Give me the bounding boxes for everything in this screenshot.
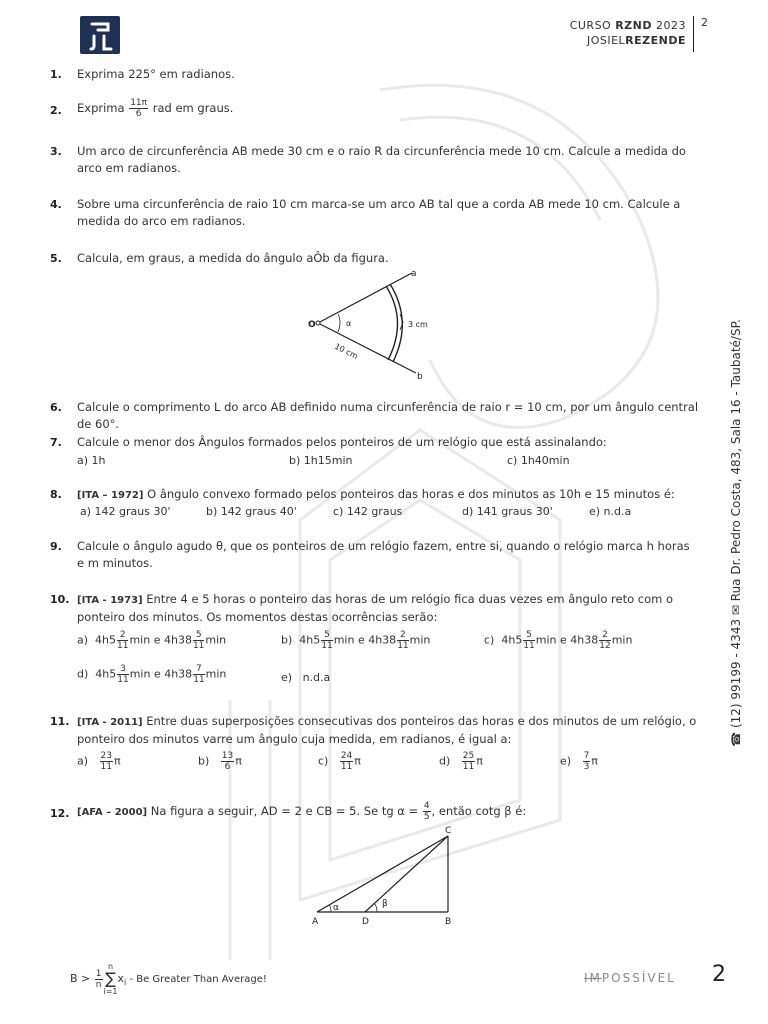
label-a: a [411,269,417,279]
fraction [583,751,591,772]
summation [104,962,118,996]
fraction [193,630,204,651]
option-part: 4h5 [299,633,321,647]
fraction-numerator: 2 [117,630,128,641]
option-label: b) [281,633,293,647]
option-label: d) [439,754,451,768]
sigma-icon: ∑ [105,969,116,988]
question-number: 1. [50,68,62,81]
fraction [117,664,128,685]
footer-formula [70,962,267,996]
question-9 [50,538,700,572]
question-10 [50,591,700,626]
question-12 [50,801,700,822]
option-part: 4h5 [95,633,117,647]
question-text-post: rad em graus. [149,101,234,115]
question-number: 5. [50,252,62,265]
fraction [221,751,234,772]
label-c: C [445,826,452,836]
label-radius: 10 cm [333,341,360,362]
fraction [423,801,431,822]
fraction [117,630,128,651]
course-name: RZND [615,19,652,32]
option-part: min e 4h38 [129,667,193,681]
question-number: 2. [50,104,62,117]
label-b: B [445,917,452,927]
question-text [77,801,700,822]
fraction-denominator: 5 [423,812,430,822]
option-label: b) [198,754,210,768]
fraction-denominator: 11 [340,762,353,772]
question-number: 9. [50,540,62,553]
option-label: c) [484,633,495,647]
q10-option-d [77,664,226,685]
fraction-numerator: 2 [397,630,408,641]
question-2 [50,98,700,119]
question-number: 10. [50,593,70,606]
label-alpha: α [346,319,352,328]
fraction-numerator: 3 [117,664,128,675]
fraction [129,98,148,119]
figure-triangle [305,822,465,930]
fraction [95,969,103,990]
option-part: n.d.a [302,671,331,684]
q11-option-b [198,751,242,772]
fraction [340,751,353,772]
q7-option-c: c) 1h40min [507,454,570,467]
question-5 [50,250,700,267]
option-part: min [205,633,227,647]
header-page-number: 2 [701,16,708,29]
label-d: D [362,917,369,927]
question-text: Calcule o comprimento L do arco AB definido numa circunferência de raio r = 10 cm, por um ângulo central de 60°. [77,400,699,431]
question-number: 4. [50,198,62,211]
fraction-denominator: 11 [117,675,129,685]
q11-option-a [77,751,121,772]
label-o: O [308,320,316,330]
contact-info: ☎ (12) 99199 - 4343 ✉ Rua Dr. Pedro Costa, 483, Sala 16 - Taubaté/SP. [729,319,743,747]
question-tag: [ITA - 2011] [77,717,143,728]
fraction-numerator: 11π [130,98,148,108]
footer-page-number: 2 [712,962,726,987]
label-a: A [312,917,319,927]
option-part: min e 4h38 [535,633,599,647]
option-symbol: π [235,754,242,768]
sum-subscript: i [124,978,127,988]
question-1 [50,66,700,83]
fraction-denominator: 11 [100,762,112,772]
footer-slogan: - Be Greater Than Average! [126,974,267,985]
question-text: Calcule o menor dos Ângulos formados pelos ponteiros de um relógio que está assinalando: [77,435,607,449]
option-label: a) [77,633,89,647]
fraction [397,630,408,651]
label-beta: β [382,899,388,909]
question-body: Entre 4 e 5 horas o ponteiro das horas de um relógio fica duas vezes em ângulo reto com o ponteiro dos minutos. Os momentos destas ocorrências serão: [77,592,674,624]
fraction-numerator: 5 [321,630,332,641]
footer-brand [584,971,676,985]
question-body: Entre duas superposições consecutivas dos ponteiros das horas e dos minutos de um relógio, o ponteiro dos minutos varre um ângulo cuja medida, em radianos, é igual a: [77,714,697,746]
fraction [523,630,534,651]
q10-option-b [281,630,430,651]
question-text: Calcule o ângulo agudo θ, que os ponteiros de um relógio fazem, entre si, quando o relógio marca h horas e m minutos. [77,539,690,570]
question-6 [50,399,700,433]
question-tag: [AFA – 2000] [77,807,148,818]
course-prefix: CURSO [569,19,616,32]
sum-variable: x [117,972,125,985]
question-4 [50,196,700,230]
label-b: b [417,372,423,382]
question-body: O ângulo convexo formado pelos ponteiros das horas e dos minutos as 10h e 15 minutos é: [143,487,675,501]
q8-option-e: e) n.d.a [589,505,632,518]
option-symbol: π [354,754,361,768]
sidebar-contact [726,300,743,770]
option-part: 4h5 [501,633,523,647]
question-number: 8. [50,488,62,501]
question-text: Calcula, em graus, a medida do ângulo aÔb da figura. [77,251,389,265]
fraction-denominator: 11 [117,641,129,651]
option-part: min e 4h38 [333,633,397,647]
question-text [77,486,700,504]
fraction-numerator: 13 [221,751,234,761]
option-symbol: π [114,754,121,768]
fraction-numerator: 1 [95,968,102,979]
figure-angle-arc [300,266,450,382]
question-8 [50,486,700,504]
q7-option-b: b) 1h15min [289,454,353,467]
q8-option-b: b) 142 graus 40' [206,505,297,518]
fraction-numerator: 7 [583,751,590,761]
q10-option-e [281,671,330,684]
option-label: d) [77,667,89,681]
option-label: e) [281,671,293,684]
fraction-numerator: 24 [340,751,353,761]
fraction [193,664,204,685]
option-label: c) [318,754,329,768]
question-number: 12. [50,807,70,820]
question-7 [50,434,700,451]
fraction-denominator: 11 [193,675,205,685]
q11-option-e [560,751,598,772]
question-number: 6. [50,401,62,414]
brand-strike: IM [584,971,602,985]
fraction-denominator: 11 [321,641,333,651]
option-part: min [611,633,633,647]
option-part: min e 4h38 [129,633,192,647]
question-number: 7. [50,436,62,449]
fraction [100,751,113,772]
question-text [77,713,700,748]
label-arc-length: 3 cm [408,320,428,329]
fraction-denominator: 11 [397,641,409,651]
header-divider [693,16,694,52]
q8-option-a: a) 142 graus 30' [80,505,171,518]
question-3 [50,143,700,177]
question-number: 3. [50,145,62,158]
header-course-info [570,18,686,48]
option-part: min [205,667,227,681]
question-body: Na figura a seguir, AD = 2 e CB = 5. Se tg α = [147,804,422,818]
fraction [599,630,610,651]
fraction-denominator: 6 [224,762,231,772]
fraction-numerator: 5 [523,630,534,641]
question-text [77,591,700,626]
fraction [462,751,475,772]
fraction-denominator: 6 [135,109,142,119]
option-part: 4h5 [95,667,117,681]
question-text: Exprima 225° em radianos. [77,67,235,81]
author-last: REZENDE [625,34,686,47]
fraction [321,630,332,651]
question-11 [50,713,700,748]
formula-left: B > [70,972,91,985]
q8-option-c: c) 142 graus [333,505,403,518]
sum-lower: i=1 [103,987,118,996]
option-label: a) [77,754,89,768]
q7-option-a: a) 1h [77,454,106,467]
fraction-numerator: 25 [462,751,475,761]
question-tag: [ITA - 1973] [77,595,143,606]
question-tag: [ITA – 1972] [77,490,144,501]
question-number: 11. [50,715,70,728]
question-text [77,98,700,119]
sum-upper: n [107,962,114,971]
q11-option-c [318,751,361,772]
fraction-denominator: n [95,979,102,990]
q10-option-c [484,630,632,651]
brand-rest: POSSÍVEL [601,971,676,985]
question-text: Sobre uma circunferência de raio 10 cm marca-se um arco AB tal que a corda AB mede 10 cm. Calcule a medida do arco em radianos. [77,197,681,228]
option-label: e) [560,754,572,768]
fraction-numerator: 23 [100,751,112,761]
fraction-denominator: 11 [462,762,475,772]
fraction-denominator: 12 [599,641,611,651]
q8-option-d: d) 141 graus 30' [462,505,553,518]
option-symbol: π [476,754,483,768]
fraction-denominator: 3 [583,762,590,772]
logo-mark-icon [80,16,120,54]
q11-option-d [439,751,483,772]
fraction-numerator: 4 [423,801,430,811]
question-text-pre: Exprima [77,101,129,115]
question-text-post: , então cotg β é: [431,804,527,818]
fraction-numerator: 5 [193,630,204,641]
q10-option-a [77,630,226,651]
fraction-denominator: 11 [192,641,205,651]
author-first: JOSIEL [586,34,626,47]
option-part: min [409,633,431,647]
brand-logo [80,16,120,54]
option-symbol: π [591,754,598,768]
fraction-denominator: 11 [523,641,535,651]
fraction-numerator: 7 [193,664,204,675]
label-alpha: α [333,903,339,913]
question-text: Um arco de circunferência AB mede 30 cm e o raio R da circunferência mede 10 cm. Calcule a medida do arco em radianos. [77,144,686,175]
fraction-numerator: 2 [599,630,610,641]
course-year: 2023 [652,19,686,32]
